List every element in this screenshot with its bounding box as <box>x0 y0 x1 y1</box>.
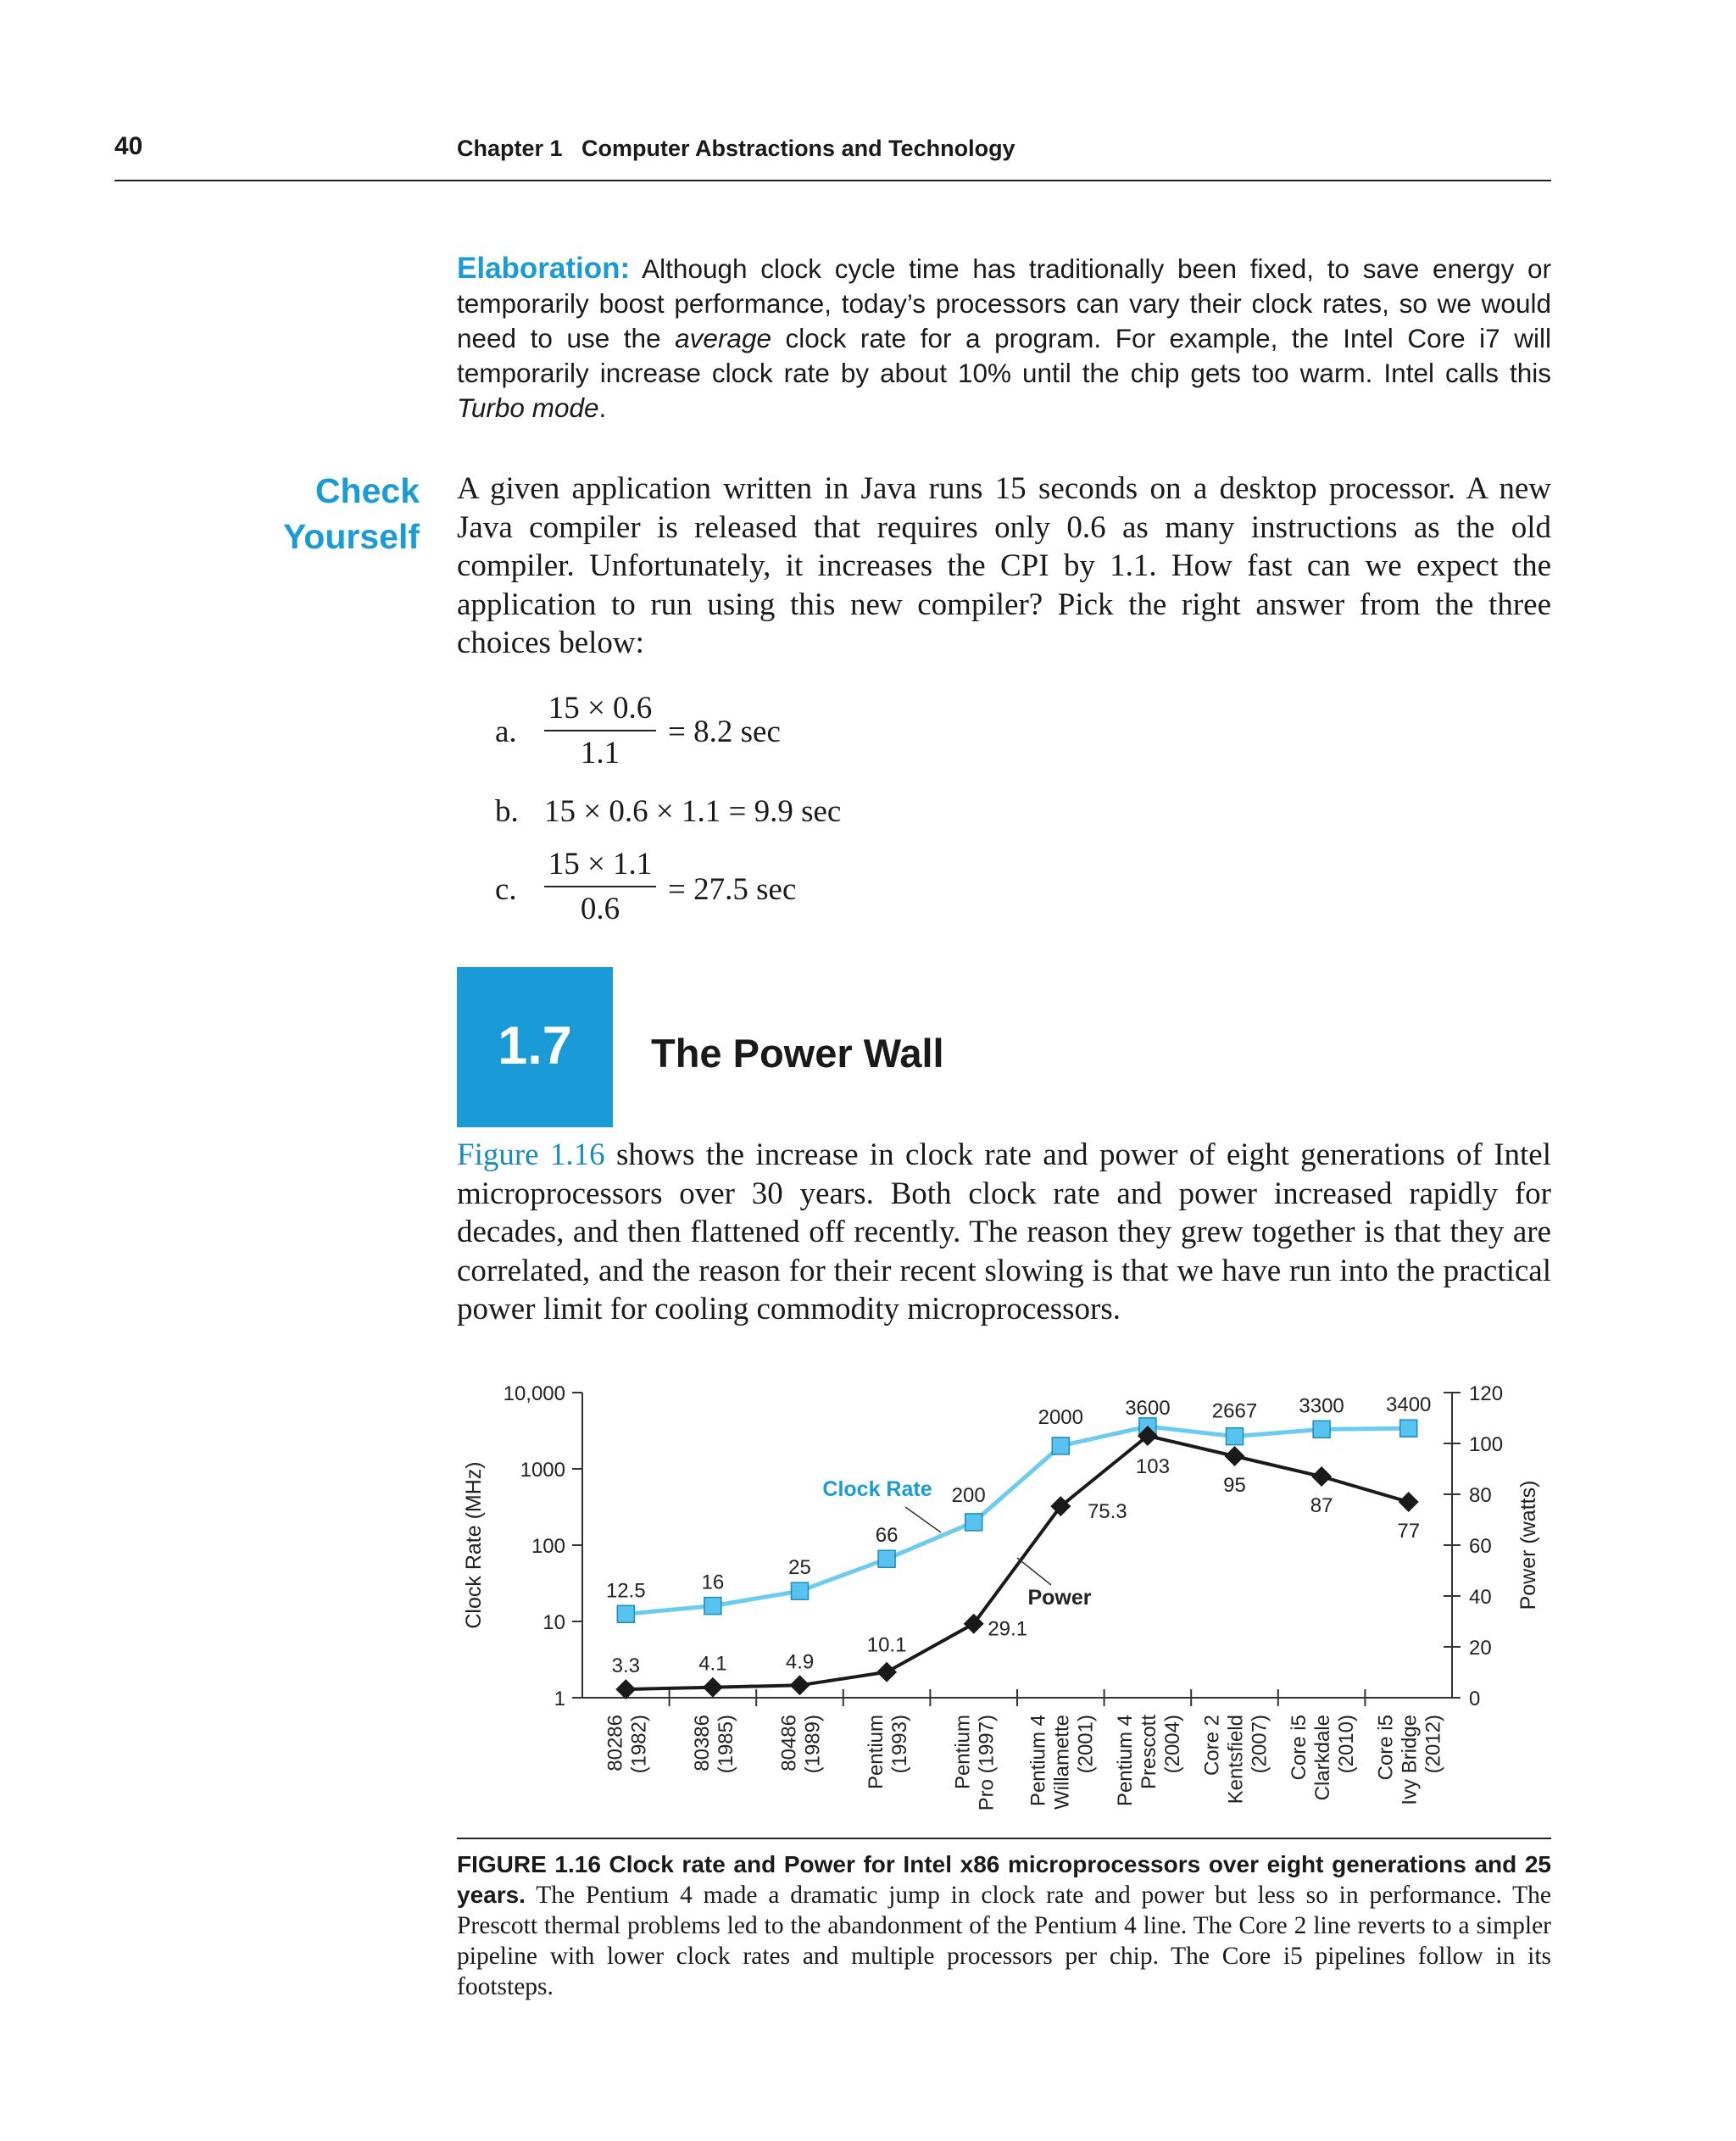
check-question: A given application written in Java runs 15 seconds on a desktop processor. A new Java compiler is released that requires only 0.6 as many instructions as the old compiler. Unfortunately, it increases the CPI by 1.1. How fast can we expect the application to run using this new compiler? Pick the right answer from the three choices below: <box>457 471 1551 660</box>
body-text: shows the increase in clock rate and power of eight generations of Intel microprocessors over 30 years. Both clock rate and power increased rapidly for decades, and then flattened off recently. The reason they grew together is that they are correlated, and the reason for their recent slowing is that we have run into the practical power limit for cooling commodity microprocessors. <box>457 1137 1552 1326</box>
clock-rate-point <box>965 1514 982 1531</box>
x-category-label <box>604 1715 650 1773</box>
clock-rate-leader-line <box>905 1507 941 1532</box>
left-axis-label: Clock Rate (MHz) <box>462 1461 486 1629</box>
clock-rate-point <box>878 1550 895 1567</box>
right-axis-label: Power (watts) <box>1516 1480 1540 1610</box>
x-category-label-line: Core 2 <box>1200 1715 1224 1777</box>
x-category-label <box>1288 1715 1358 1800</box>
power-point <box>703 1677 723 1698</box>
answer-c-label: c. <box>495 872 517 907</box>
x-category-label-line: (2004) <box>1160 1715 1184 1774</box>
power-data-label: 87 <box>1310 1494 1333 1517</box>
x-category-label-line: Ivy Bridge <box>1398 1715 1422 1805</box>
x-category-label-line: Kentsfield <box>1224 1715 1248 1805</box>
figure-caption <box>457 1849 1551 2002</box>
power-data-label: 77 <box>1397 1520 1421 1543</box>
answer-c-result: = 27.5 sec <box>668 872 797 907</box>
x-category-label <box>778 1715 825 1773</box>
x-category-label-line: (1982) <box>627 1715 651 1774</box>
elaboration-text-1: Although clock cycle time has traditionally been fixed, to save energy or temporarily boost performance, today’s processors can vary their clock rates, so we would need to use the <box>457 253 1551 353</box>
right-axis-tick-label: 20 <box>1469 1637 1492 1660</box>
section-number: 1.7 <box>498 1016 572 1076</box>
clock-rate-data-label: 3300 <box>1299 1394 1344 1418</box>
right-axis-tick-label: 40 <box>1469 1586 1492 1609</box>
answer-c-numerator: 15 × 1.1 <box>548 847 653 881</box>
answer-a-label: a. <box>495 715 517 749</box>
x-category-label-line: (2007) <box>1248 1715 1271 1774</box>
power-point <box>1225 1446 1245 1466</box>
x-category-label-line: 80386 <box>690 1715 714 1771</box>
clock-rate-point <box>704 1598 721 1615</box>
left-axis-tick-label: 1 <box>554 1688 565 1710</box>
power-point <box>615 1679 636 1699</box>
power-point <box>790 1675 810 1695</box>
clock-rate-point <box>1313 1421 1330 1438</box>
x-category-label-line: Core i5 <box>1288 1715 1311 1781</box>
power-data-label: 29.1 <box>988 1617 1028 1641</box>
clock-rate-data-label: 200 <box>951 1483 986 1507</box>
caption-rule <box>457 1838 1551 1839</box>
x-category-label-line: 80286 <box>604 1715 627 1771</box>
caption-text: The Pentium 4 made a dramatic jump in clock rate and power but less so in performance. The Prescott thermal problems led to the abandonment of the Pentium 4 line. The Core 2 line reverts to a simpler pipeline with lower clock rates and multiple processors per chip. The Core i5 pipelines follow in its footsteps. <box>457 1882 1551 2000</box>
x-category-label <box>865 1715 911 1789</box>
power-line <box>626 1436 1408 1689</box>
power-data-label: 75.3 <box>1087 1500 1127 1524</box>
power-leader-line <box>1017 1558 1051 1585</box>
check-line-2: Yourself <box>283 517 420 556</box>
x-category-label <box>952 1715 999 1810</box>
clock-rate-point <box>617 1605 634 1622</box>
power-data-label: 4.9 <box>785 1650 815 1674</box>
x-category-label-line: Pentium <box>951 1715 975 1790</box>
x-category-label-line: (1989) <box>801 1715 825 1774</box>
x-category-label-line: (2010) <box>1335 1715 1359 1774</box>
x-category-label-line: (1985) <box>714 1715 737 1774</box>
left-axis-tick-label: 1000 <box>520 1459 565 1482</box>
x-category-label <box>1114 1715 1184 1806</box>
x-category-label-line: Willamette <box>1050 1715 1074 1810</box>
left-axis-tick-label: 10 <box>542 1611 565 1634</box>
answer-a-denominator: 1.1 <box>580 736 620 770</box>
right-axis-tick-label: 100 <box>1469 1433 1504 1456</box>
answer-c-denominator: 0.6 <box>580 892 620 926</box>
clock-rate-point <box>792 1582 809 1599</box>
clock-rate-line <box>626 1426 1408 1614</box>
section-title: The Power Wall <box>651 1031 944 1076</box>
elaboration-emphasis-1: average <box>675 323 771 353</box>
power-data-label: 10.1 <box>866 1633 907 1657</box>
right-axis-tick-label: 0 <box>1469 1688 1481 1710</box>
x-category-label-line: (2001) <box>1074 1715 1098 1774</box>
answer-a-numerator: 15 × 0.6 <box>548 691 653 726</box>
power-data-label: 103 <box>1135 1455 1170 1478</box>
left-axis-tick-label: 10,000 <box>503 1382 565 1405</box>
right-axis-tick-label: 80 <box>1469 1484 1492 1507</box>
clock-rate-point <box>1400 1420 1417 1437</box>
clock-rate-data-label: 66 <box>875 1524 899 1548</box>
clock-rate-data-label: 3400 <box>1386 1393 1432 1417</box>
clock-rate-data-label: 2000 <box>1038 1405 1083 1429</box>
check-line-1: Check <box>314 471 420 510</box>
elaboration-emphasis-2: Turbo mode <box>457 392 599 423</box>
clock-rate-data-label: 16 <box>701 1571 725 1594</box>
left-axis-tick-label: 100 <box>531 1535 565 1558</box>
clock-rate-data-label: 25 <box>788 1556 811 1580</box>
x-category-label <box>691 1715 737 1773</box>
power-point <box>876 1662 897 1682</box>
power-data-label: 95 <box>1223 1474 1246 1497</box>
x-category-label-line: Pentium 4 <box>1113 1715 1137 1807</box>
clock-rate-data-label: 3600 <box>1125 1396 1171 1420</box>
x-category-label-line: Pro (1997) <box>975 1715 999 1811</box>
figure-link[interactable]: Figure 1.16 <box>457 1137 605 1172</box>
x-category-label-line: Pentium <box>865 1715 888 1790</box>
elaboration-label: Elaboration: <box>457 252 631 285</box>
power-series-label: Power <box>1027 1586 1092 1610</box>
x-category-label-line: (1993) <box>888 1715 912 1774</box>
power-point <box>1399 1492 1419 1512</box>
answer-b-label: b. <box>495 794 519 829</box>
answer-b-expression: 15 × 0.6 × 1.1 = 9.9 sec <box>544 794 842 829</box>
x-category-label-line: Prescott <box>1137 1715 1160 1790</box>
caption-label: FIGURE 1.16 Clock rate and Power for Intel x86 microprocessors over eight generations and 25 years. <box>457 1851 1551 1908</box>
x-category-label-line: Core i5 <box>1374 1715 1398 1781</box>
clock-rate-series-label: Clock Rate <box>822 1477 932 1501</box>
x-category-label-line: (2012) <box>1422 1715 1445 1774</box>
clock-rate-data-label: 2667 <box>1211 1399 1258 1423</box>
clock-rate-point <box>1052 1438 1069 1454</box>
elaboration-text-2: clock rate for a program. For example, the Intel Core i7 will temporarily increase clock rate by about 10% until the chip gets too warm. Intel calls this <box>457 323 1551 388</box>
power-data-label: 4.1 <box>698 1652 727 1676</box>
answer-a-result: = 8.2 sec <box>668 715 781 749</box>
right-axis-tick-label: 60 <box>1469 1535 1492 1558</box>
elaboration-text-3: . <box>598 392 607 423</box>
x-category-label-line: Pentium 4 <box>1027 1715 1050 1807</box>
chart-marks <box>504 1382 1503 1810</box>
clock-rate-point <box>1227 1428 1244 1445</box>
right-axis-tick-label: 120 <box>1469 1382 1504 1405</box>
x-category-label-line: Clarkdale <box>1311 1715 1335 1801</box>
x-category-label <box>1201 1715 1271 1804</box>
running-header: Chapter 1 Computer Abstractions and Technology <box>457 136 1015 161</box>
page-number: 40 <box>114 132 143 160</box>
x-category-label <box>1027 1715 1097 1810</box>
clock-rate-data-label: 12.5 <box>605 1579 646 1603</box>
power-data-label: 3.3 <box>611 1654 640 1678</box>
power-point <box>1311 1466 1332 1487</box>
x-category-label-line: 80486 <box>777 1715 801 1771</box>
x-category-label <box>1375 1715 1445 1805</box>
